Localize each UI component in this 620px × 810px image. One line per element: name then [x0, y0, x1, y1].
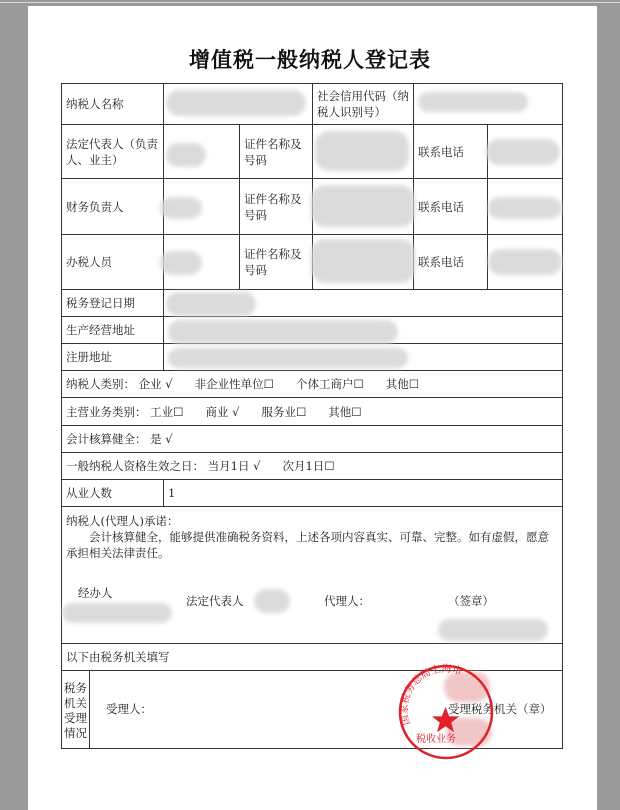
credit-code-label: 社会信用代码（纳税人识别号）	[313, 84, 414, 125]
staff-phone-label: 联系电话	[414, 235, 488, 290]
reg-date-label: 税务登记日期	[62, 290, 164, 317]
phone-value	[488, 125, 563, 179]
id-value	[313, 125, 414, 179]
employees-label: 从业人数	[62, 480, 164, 507]
finance-phone-value	[488, 179, 563, 235]
taxpayer-type-row	[62, 371, 563, 398]
official-seal-stamp	[396, 662, 496, 762]
option-enterprise: 企业 √	[138, 377, 173, 391]
staff-id-label: 证件名称及号码	[240, 235, 313, 290]
office-seal-label: 受理税务机关（章）	[448, 702, 552, 716]
phone-label: 联系电话	[414, 125, 488, 179]
registration-form-table	[61, 83, 563, 749]
tax-staff-value	[164, 235, 240, 290]
window-edge	[0, 2, 620, 3]
employees-value: 1	[164, 480, 563, 507]
option-individual: 个体工商户☐	[295, 377, 364, 391]
option-yes: 是 √	[150, 432, 173, 446]
finance-value	[164, 179, 240, 235]
legal-rep-value	[164, 125, 240, 179]
reg-addr-label: 注册地址	[62, 344, 164, 371]
accounting-row	[62, 426, 563, 453]
commitment-text: 会计核算健全，能够提供准确税务资料，上述各项内容真实、可靠、完整。如有虚假，愿意承担相关法律责任。	[66, 530, 549, 560]
staff-id-value	[313, 235, 414, 290]
agent-label: 代理人：	[324, 594, 370, 608]
commitment-section	[62, 507, 563, 644]
accounting-label: 会计核算健全：	[66, 432, 147, 446]
finance-id-label: 证件名称及号码	[240, 179, 313, 235]
effective-date-row	[62, 453, 563, 480]
reg-addr-value	[164, 344, 563, 371]
option-other: 其他☐	[385, 377, 420, 391]
business-addr-value	[164, 317, 563, 344]
seal-star-icon	[432, 707, 459, 732]
effective-date-label: 一般纳税人资格生效之日：	[66, 459, 204, 473]
id-label: 证件名称及号码	[240, 125, 313, 179]
taxpayer-name-label: 纳税人名称	[62, 84, 164, 125]
office-fill-label: 以下由税务机关填写	[62, 644, 563, 671]
option-other-business: 其他☐	[328, 404, 362, 419]
option-next-month: 次月1日☐	[282, 459, 335, 473]
business-addr-label: 生产经营地址	[62, 317, 164, 344]
option-service: 服务业☐	[261, 404, 307, 419]
handler-label: 经办人	[78, 586, 113, 600]
option-non-enterprise: 非企业性单位☐	[194, 377, 274, 391]
credit-code-value	[414, 84, 563, 125]
business-type-label: 主营业务类别：	[66, 404, 147, 419]
business-type-row	[62, 398, 563, 426]
staff-phone-value	[488, 235, 563, 290]
option-this-month: 当月1日 √	[207, 459, 261, 473]
reg-date-value	[164, 290, 563, 317]
option-commerce: 商业 √	[205, 404, 240, 419]
finance-id-value	[313, 179, 414, 235]
taxpayer-name-value	[164, 84, 313, 125]
document-title: 增值税一般纳税人登记表	[189, 48, 431, 72]
seal-label: （签章）	[448, 594, 494, 608]
seal-text-top: 国家税务总局上海市	[399, 663, 464, 727]
seal-text-bottom: 税收业务	[416, 734, 456, 745]
legal-rep-label: 法定代表人（负责人、业主）	[62, 125, 164, 179]
option-industry: 工业☐	[150, 404, 184, 419]
finance-phone-label: 联系电话	[414, 179, 488, 235]
commitment-title: 纳税人(代理人)承诺：	[66, 514, 179, 528]
receiver-label: 受理人：	[106, 702, 152, 716]
finance-label: 财务负责人	[62, 179, 164, 235]
office-section-label: 税务机关受理情况	[62, 671, 90, 748]
taxpayer-type-label: 纳税人类别：	[66, 377, 135, 391]
tax-staff-label: 办税人员	[62, 235, 164, 290]
legal-rep-sign-label: 法定代表人	[186, 594, 244, 608]
